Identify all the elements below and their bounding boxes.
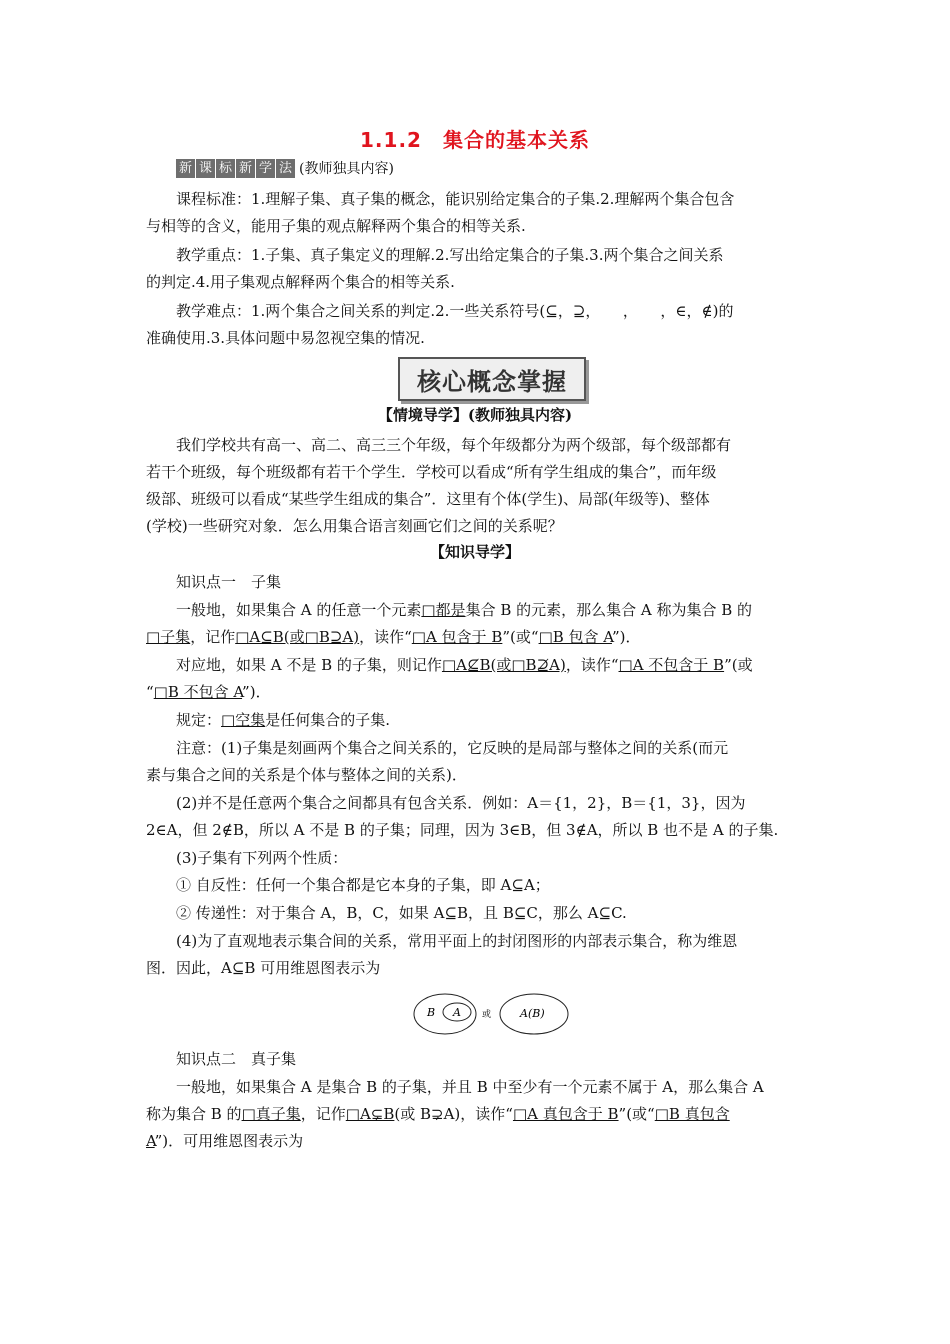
knowledge-heading: 【知识导学】	[429, 543, 520, 561]
tag-char: 课	[196, 159, 215, 178]
venn-diagram-subset	[412, 991, 572, 1037]
answer-blank: □A 包含于 B	[411, 628, 503, 646]
tag-badge	[176, 159, 296, 178]
kp1-note3-transitive: ② 传递性：对于集合 A，B，C，如果 A⊆B，且 B⊆C，那么 A⊆C.	[176, 904, 627, 922]
venn-or-label: 或	[482, 1010, 492, 1020]
answer-blank: □A⊆B(或□B⊇A)	[235, 628, 360, 646]
context-line-3: 级部、班级可以看成“某些学生组成的集合”．这里有个体(学生)、局部(年级等)、整体	[146, 490, 710, 508]
difficulties-line-1: 教学难点：1.两个集合之间关系的判定.2.一些关系符号(⊆，⊇， ， ，∈，∉)的	[176, 302, 734, 320]
kp1-note1-line-2: 素与集合之间的关系是个体与整体之间的关系)．	[146, 766, 467, 784]
tag-note: (教师独具内容)	[299, 161, 394, 177]
venn-equal-label: A(B)	[520, 1007, 545, 1020]
context-line-2: 若干个班级，每个班级都有若干个学生．学校可以看成“所有学生组成的集合”，而年级	[146, 463, 717, 481]
venn-inner-label: A	[453, 1006, 461, 1019]
answer-blank: □B 真包含	[654, 1105, 730, 1123]
answer-blank: □A 不包含于 B	[618, 656, 725, 674]
keypoints-line-2: 的判定.4.用子集观点解释两个集合的相等关系.	[146, 273, 455, 291]
answer-blank: □空集	[221, 711, 266, 729]
context-line-1: 我们学校共有高一、高二、高三三个年级，每个年级都分为两个级部，每个级部都有	[176, 436, 732, 454]
standards-line-2: 与相等的含义，能用子集的观点解释两个集合的相等关系.	[146, 217, 526, 235]
standards-line-1: 课程标准：1.理解子集、真子集的概念，能识别给定集合的子集.2.理解两个集合包含	[176, 190, 735, 208]
difficulties-line-2: 准确使用.3.具体问题中易忽视空集的情况.	[146, 329, 425, 347]
kp1-def-line-2: □子集，记作□A⊆B(或□B⊇A)，读作“□A 包含于 B”(或“□B 包含 A”)．	[146, 628, 641, 646]
answer-blank: □B 不包含 A	[153, 683, 243, 701]
tag-char: 学	[256, 159, 275, 178]
kp1-note4-line-1: (4)为了直观地表示集合间的关系，常用平面上的封闭图形的内部表示集合，称为维恩	[176, 932, 738, 950]
context-line-4: (学校)一些研究对象．怎么用集合语言刻画它们之间的关系呢？	[146, 517, 563, 535]
kp1-note3-reflexive: ① 自反性：任何一个集合都是它本身的子集，即 A⊆A；	[176, 876, 550, 894]
kp2-line-1: 一般地，如果集合 A 是集合 B 的子集，并且 B 中至少有一个元素不属于 A，那么集合 A	[176, 1078, 764, 1096]
tag-char: 标	[216, 159, 235, 178]
kp2-heading: 知识点二 真子集	[176, 1050, 297, 1068]
section-banner: 核心概念掌握	[398, 357, 586, 401]
kp1-note4-line-2: 图．因此，A⊆B 可用维恩图表示为	[146, 959, 381, 977]
kp1-not-line-1: 对应地，如果 A 不是 B 的子集，则记作□A⊈B(或□B⊉A)，读作“□A 不包含于 B”(或	[176, 656, 753, 674]
answer-blank: □A⊈B(或□B⊉A)	[441, 656, 566, 674]
answer-blank: A	[146, 1132, 155, 1150]
tag-char: 法	[276, 159, 295, 178]
kp1-heading: 知识点一 子集	[176, 573, 282, 591]
kp1-note2-line-1: (2)并不是任意两个集合之间都具有包含关系．例如：A＝{1，2}，B＝{1，3}，因为	[176, 794, 746, 812]
venn-outer-set	[414, 994, 476, 1034]
tag-char: 新	[176, 159, 195, 178]
answer-blank: □子集	[146, 628, 191, 646]
kp1-rule: 规定：□空集是任何集合的子集.	[176, 711, 390, 729]
kp2-line-2: 称为集合 B 的□真子集，记作□A⊊B(或 B⊋A)，读作“□A 真包含于 B”(或“□B 真包含	[146, 1105, 730, 1123]
kp1-note1-line-1: 注意：(1)子集是刻画两个集合之间关系的，它反映的是局部与整体之间的关系(而元	[176, 739, 729, 757]
kp1-def-line-1: 一般地，如果集合 A 的任意一个元素□都是集合 B 的元素，那么集合 A 称为集合 B 的	[176, 601, 753, 619]
answer-blank: □真子集	[241, 1105, 301, 1123]
page-title: 1.1.2 集合的基本关系	[360, 128, 590, 152]
teacher-tag	[176, 158, 394, 178]
kp1-note2-line-2: 2∈A，但 2∉B，所以 A 不是 B 的子集；同理，因为 3∈B，但 3∉A，所以 B 也不是 A 的子集.	[146, 821, 779, 839]
answer-blank: □B 包含 A	[538, 628, 612, 646]
kp2-line-3: A”)．可用维恩图表示为	[146, 1132, 304, 1150]
answer-blank: □都是	[421, 601, 466, 619]
venn-outer-label: B	[427, 1006, 436, 1019]
answer-blank: □A⊊B	[345, 1105, 395, 1123]
answer-blank: □A 真包含于 B	[512, 1105, 619, 1123]
kp1-note3: (3)子集有下列两个性质：	[176, 849, 348, 867]
kp1-not-line-2: “□B 不包含 A”)．	[146, 683, 271, 701]
tag-char: 新	[236, 159, 255, 178]
context-heading: 【情境导学】(教师独具内容)	[377, 406, 573, 424]
keypoints-line-1: 教学重点：1.子集、真子集定义的理解.2.写出给定集合的子集.3.两个集合之间关系	[176, 246, 724, 264]
